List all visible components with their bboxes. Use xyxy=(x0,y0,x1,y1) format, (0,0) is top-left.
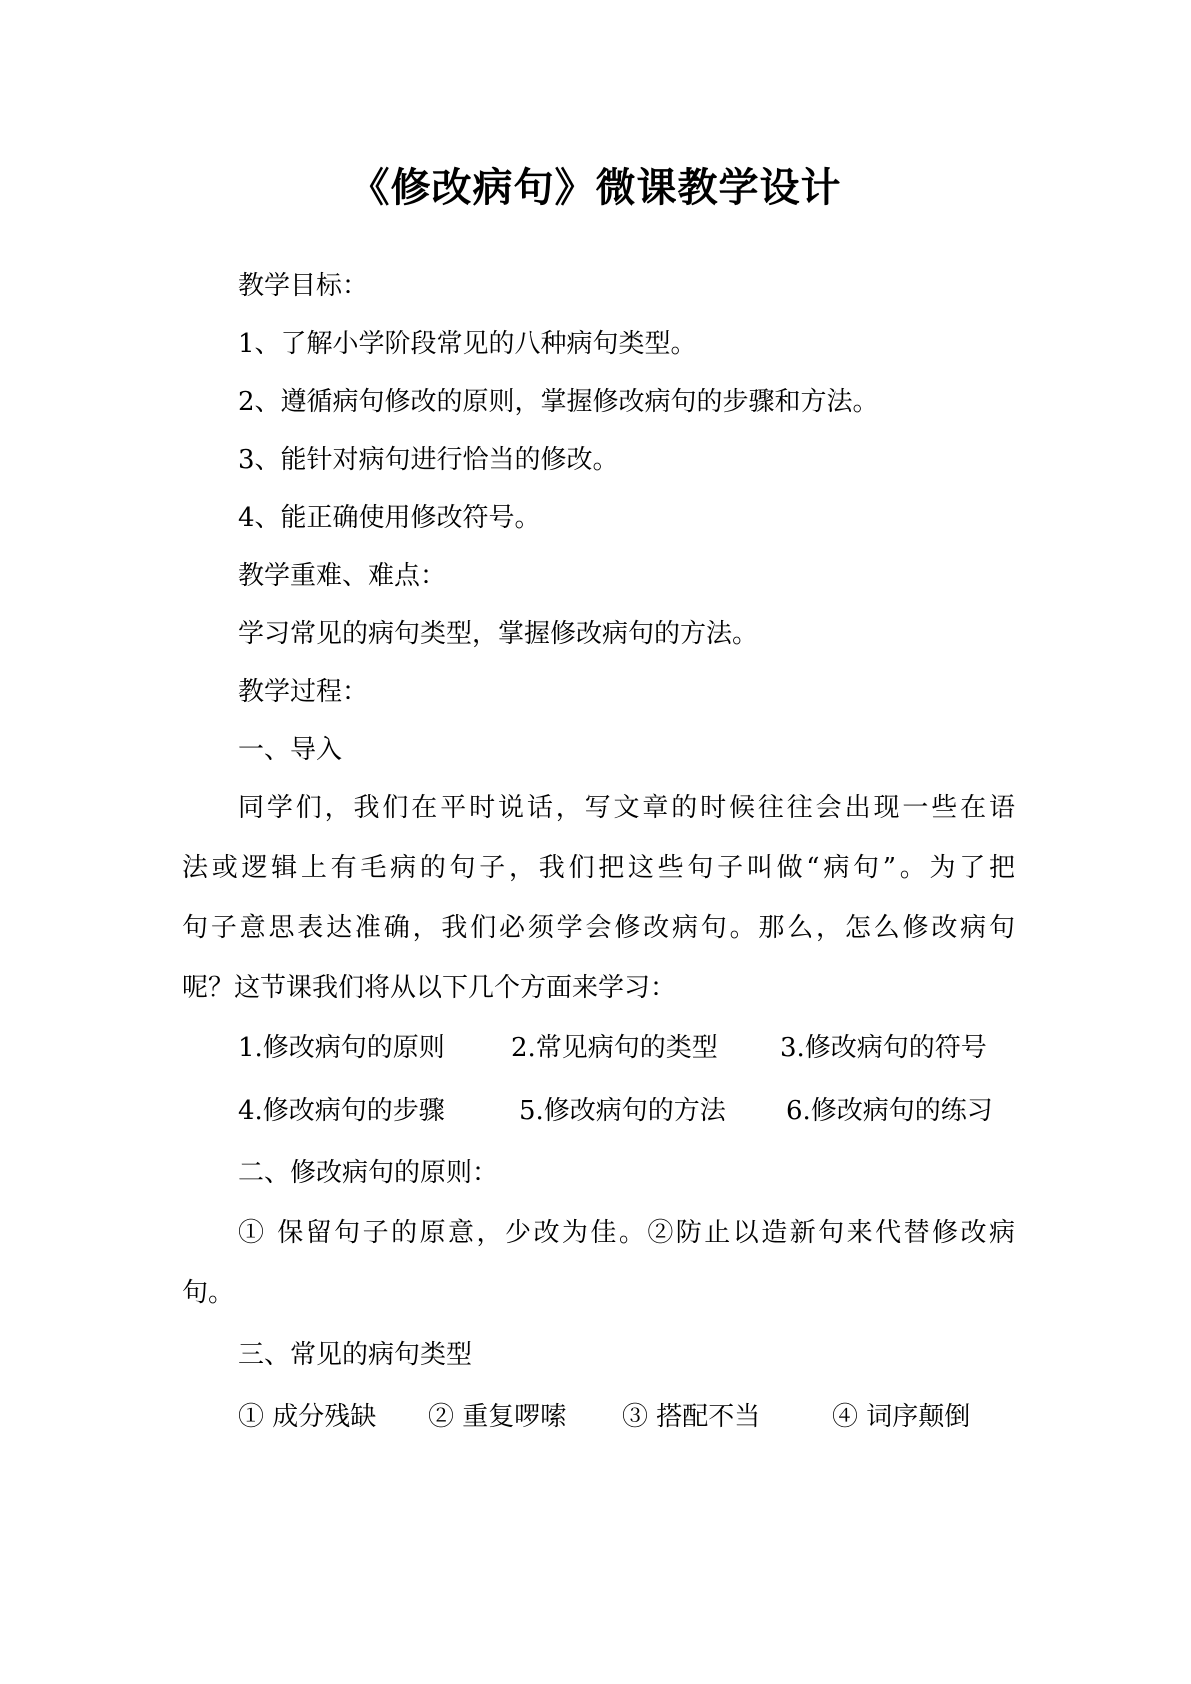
document-title: 《修改病句》微课教学设计 xyxy=(349,165,842,211)
objective-item: 3、能针对病句进行恰当的修改。 xyxy=(238,445,619,475)
principles-line: 句。 xyxy=(182,1278,235,1308)
section3-heading: 三、常见的病句类型 xyxy=(238,1340,473,1370)
topic-item: 3.修改病句的符号 xyxy=(780,1033,987,1063)
objective-item: 4、能正确使用修改符号。 xyxy=(238,503,541,533)
intro-paragraph-line: 句子意思表达准确，我们必须学会修改病句。那么，怎么修改病句 xyxy=(182,913,1015,943)
intro-paragraph-line: 法或逻辑上有毛病的句子，我们把这些句子叫做“病句”。为了把 xyxy=(182,853,1015,883)
section1-heading: 一、导入 xyxy=(238,735,343,765)
type-item: ④ 词序颠倒 xyxy=(832,1402,971,1432)
objective-item: 1、了解小学阶段常见的八种病句类型。 xyxy=(238,329,697,359)
intro-paragraph-line: 同学们，我们在平时说话，写文章的时候往往会出现一些在语 xyxy=(238,793,1015,823)
intro-paragraph-line: 呢？这节课我们将从以下几个方面来学习： xyxy=(182,973,677,1003)
types-row xyxy=(0,1399,1191,1435)
topic-item: 6.修改病句的练习 xyxy=(786,1096,993,1126)
objectives-heading: 教学目标： xyxy=(238,271,369,301)
topics-row xyxy=(0,1093,1191,1129)
key-points-text: 学习常见的病句类型，掌握修改病句的方法。 xyxy=(238,619,759,649)
topics-row xyxy=(0,1030,1191,1066)
process-heading: 教学过程： xyxy=(238,677,369,707)
topic-item: 1.修改病句的原则 xyxy=(238,1033,445,1063)
principles-line: ① 保留句子的原意，少改为佳。②防止以造新句来代替修改病 xyxy=(238,1218,1015,1248)
topic-item: 4.修改病句的步骤 xyxy=(238,1096,445,1126)
key-points-heading: 教学重难、难点： xyxy=(238,561,447,591)
type-item: ① 成分残缺 xyxy=(238,1402,377,1432)
objective-item: 2、遵循病句修改的原则，掌握修改病句的步骤和方法。 xyxy=(238,387,879,417)
topic-item: 2.常见病句的类型 xyxy=(511,1033,718,1063)
type-item: ② 重复啰嗦 xyxy=(428,1402,567,1432)
type-item: ③ 搭配不当 xyxy=(622,1402,761,1432)
section2-heading: 二、修改病句的原则： xyxy=(238,1158,499,1188)
topic-item: 5.修改病句的方法 xyxy=(519,1096,726,1126)
